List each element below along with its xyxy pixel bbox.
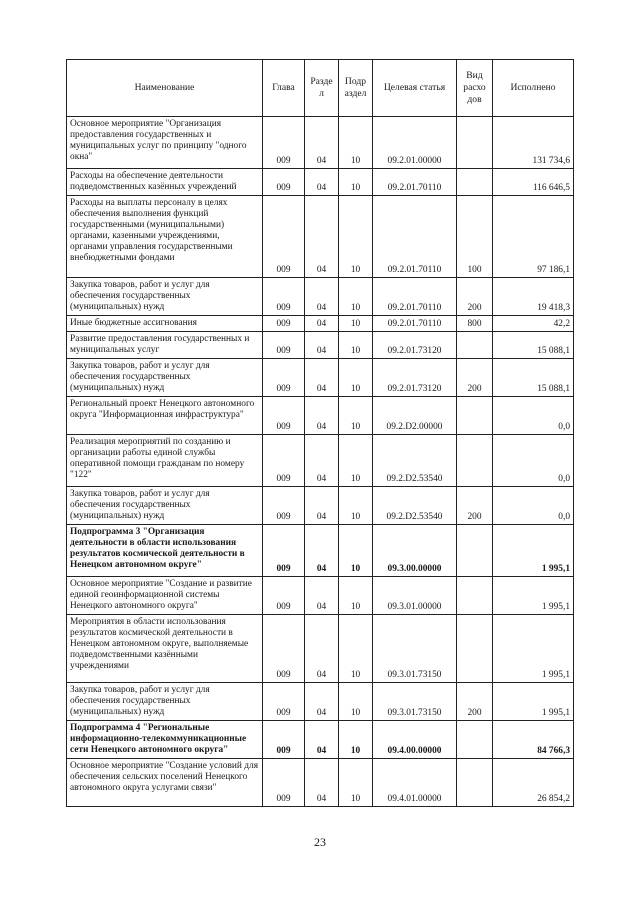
table-row <box>67 332 574 359</box>
table-row <box>67 615 574 683</box>
row-chapter: 009 <box>263 525 305 577</box>
row-amount: 1 995,1 <box>493 615 574 683</box>
row-name: Основное мероприятие "Создание условий для обеспечения сельских поселений Ненецкого автономного округа услугами связи" <box>67 759 263 807</box>
row-subsection: 10 <box>339 525 373 577</box>
row-target-article: 09.2.D2.53540 <box>373 435 457 487</box>
row-subsection: 10 <box>339 117 373 169</box>
row-amount: 15 088,1 <box>493 332 574 359</box>
row-amount: 116 646,5 <box>493 169 574 196</box>
row-chapter: 009 <box>263 683 305 721</box>
table-row <box>67 278 574 316</box>
row-expense-type <box>457 117 493 169</box>
row-name: Закупка товаров, работ и услуг для обеспечения государственных (муниципальных) нужд <box>67 278 263 316</box>
row-amount: 97 186,1 <box>493 196 574 278</box>
row-section: 04 <box>305 487 339 525</box>
row-name: Подпрограмма 4 "Региональные информационно-телекоммуникационные сети Ненецкого автономного округа" <box>67 721 263 759</box>
row-amount: 1 995,1 <box>493 577 574 615</box>
row-amount: 42,2 <box>493 316 574 332</box>
row-name: Расходы на выплаты персоналу в целях обеспечения выполнения функций государственными (муниципальными) органами, казенными учреждениями, органами управления государственными внебюджетными фондами <box>67 196 263 278</box>
row-chapter: 009 <box>263 117 305 169</box>
table-row <box>67 397 574 435</box>
table-row <box>67 577 574 615</box>
row-chapter: 009 <box>263 759 305 807</box>
row-chapter: 009 <box>263 721 305 759</box>
row-target-article: 09.2.01.70110 <box>373 196 457 278</box>
row-target-article: 09.3.00.00000 <box>373 525 457 577</box>
row-subsection: 10 <box>339 435 373 487</box>
row-name: Развитие предоставления государственных и муниципальных услуг <box>67 332 263 359</box>
header-subsection: Подр аздел <box>339 60 373 117</box>
row-amount: 19 418,3 <box>493 278 574 316</box>
row-amount: 1 995,1 <box>493 525 574 577</box>
row-section: 04 <box>305 721 339 759</box>
row-section: 04 <box>305 759 339 807</box>
row-name: Закупка товаров, работ и услуг для обеспечения государственных (муниципальных) нужд <box>67 359 263 397</box>
row-subsection: 10 <box>339 196 373 278</box>
row-amount: 15 088,1 <box>493 359 574 397</box>
row-chapter: 009 <box>263 332 305 359</box>
row-expense-type <box>457 759 493 807</box>
row-section: 04 <box>305 683 339 721</box>
row-subsection: 10 <box>339 721 373 759</box>
header-section: Разде л <box>305 60 339 117</box>
row-subsection: 10 <box>339 359 373 397</box>
row-chapter: 009 <box>263 435 305 487</box>
row-subsection: 10 <box>339 397 373 435</box>
row-section: 04 <box>305 525 339 577</box>
row-chapter: 009 <box>263 615 305 683</box>
header-executed: Исполнено <box>493 60 574 117</box>
row-name: Региональный проект Ненецкого автономного округа "Информационная инфраструктура" <box>67 397 263 435</box>
row-target-article: 09.2.D2.00000 <box>373 397 457 435</box>
row-section: 04 <box>305 397 339 435</box>
table-row <box>67 487 574 525</box>
header-target-article: Целевая статья <box>373 60 457 117</box>
row-chapter: 009 <box>263 359 305 397</box>
row-target-article: 09.2.01.00000 <box>373 117 457 169</box>
row-section: 04 <box>305 196 339 278</box>
row-target-article: 09.3.01.73150 <box>373 615 457 683</box>
row-subsection: 10 <box>339 278 373 316</box>
table-row <box>67 525 574 577</box>
row-name: Основное мероприятие "Организация предоставления государственных и муниципальных услуг по принципу "одного окна" <box>67 117 263 169</box>
header-chapter: Глава <box>263 60 305 117</box>
row-section: 04 <box>305 117 339 169</box>
row-target-article: 09.3.01.73150 <box>373 683 457 721</box>
table-header-row <box>67 60 574 117</box>
row-amount: 131 734,6 <box>493 117 574 169</box>
row-section: 04 <box>305 316 339 332</box>
row-name: Иные бюджетные ассигнования <box>67 316 263 332</box>
row-expense-type: 100 <box>457 196 493 278</box>
row-expense-type: 200 <box>457 683 493 721</box>
row-target-article: 09.2.D2.53540 <box>373 487 457 525</box>
row-target-article: 09.4.00.00000 <box>373 721 457 759</box>
row-amount: 0,0 <box>493 487 574 525</box>
row-subsection: 10 <box>339 759 373 807</box>
budget-table <box>66 59 574 807</box>
row-expense-type <box>457 615 493 683</box>
row-expense-type: 200 <box>457 359 493 397</box>
table-row <box>67 196 574 278</box>
row-chapter: 009 <box>263 169 305 196</box>
row-expense-type <box>457 721 493 759</box>
row-expense-type <box>457 169 493 196</box>
row-amount: 84 766,3 <box>493 721 574 759</box>
table-row <box>67 316 574 332</box>
row-name: Закупка товаров, работ и услуг для обеспечения государственных (муниципальных) нужд <box>67 487 263 525</box>
row-target-article: 09.4.01.00000 <box>373 759 457 807</box>
row-chapter: 009 <box>263 397 305 435</box>
row-subsection: 10 <box>339 332 373 359</box>
row-subsection: 10 <box>339 169 373 196</box>
row-chapter: 009 <box>263 196 305 278</box>
row-name: Расходы на обеспечение деятельности подведомственных казённых учреждений <box>67 169 263 196</box>
row-expense-type <box>457 435 493 487</box>
row-name: Закупка товаров, работ и услуг для обеспечения государственных (муниципальных) нужд <box>67 683 263 721</box>
table-row <box>67 683 574 721</box>
row-amount: 0,0 <box>493 397 574 435</box>
row-section: 04 <box>305 577 339 615</box>
row-expense-type: 200 <box>457 278 493 316</box>
table-row <box>67 435 574 487</box>
table-row <box>67 117 574 169</box>
row-target-article: 09.3.01.00000 <box>373 577 457 615</box>
row-amount: 0,0 <box>493 435 574 487</box>
row-section: 04 <box>305 359 339 397</box>
page-number: 23 <box>314 835 326 849</box>
row-subsection: 10 <box>339 577 373 615</box>
row-target-article: 09.2.01.70110 <box>373 169 457 196</box>
row-expense-type <box>457 332 493 359</box>
row-name: Реализация мероприятий по созданию и организации работы единой службы оперативной помощи гражданам по номеру "122" <box>67 435 263 487</box>
row-expense-type <box>457 525 493 577</box>
row-chapter: 009 <box>263 316 305 332</box>
row-target-article: 09.2.01.70110 <box>373 316 457 332</box>
row-section: 04 <box>305 278 339 316</box>
row-section: 04 <box>305 615 339 683</box>
row-section: 04 <box>305 332 339 359</box>
header-expense-type: Вид расхо дов <box>457 60 493 117</box>
table-row <box>67 169 574 196</box>
row-amount: 26 854,2 <box>493 759 574 807</box>
row-target-article: 09.2.01.73120 <box>373 359 457 397</box>
row-chapter: 009 <box>263 577 305 615</box>
table-row <box>67 359 574 397</box>
row-target-article: 09.2.01.73120 <box>373 332 457 359</box>
row-name: Подпрограмма 3 "Организация деятельности в области использования результатов космической деятельности в Ненецком автономном округе" <box>67 525 263 577</box>
row-subsection: 10 <box>339 683 373 721</box>
row-chapter: 009 <box>263 278 305 316</box>
header-name: Наименование <box>67 60 263 117</box>
table-row <box>67 721 574 759</box>
row-subsection: 10 <box>339 316 373 332</box>
row-subsection: 10 <box>339 615 373 683</box>
row-section: 04 <box>305 435 339 487</box>
row-subsection: 10 <box>339 487 373 525</box>
row-amount: 1 995,1 <box>493 683 574 721</box>
row-target-article: 09.2.01.70110 <box>373 278 457 316</box>
row-chapter: 009 <box>263 487 305 525</box>
row-expense-type <box>457 397 493 435</box>
row-expense-type: 800 <box>457 316 493 332</box>
table-body <box>67 117 574 807</box>
row-name: Мероприятия в области использования результатов космической деятельности в Ненецком автономном округе, выполняемые подведомственными казёнными учреждениями <box>67 615 263 683</box>
row-expense-type <box>457 577 493 615</box>
row-expense-type: 200 <box>457 487 493 525</box>
table-row <box>67 759 574 807</box>
row-name: Основное мероприятие "Создание и развитие единой геоинформационной системы Ненецкого автономного округа" <box>67 577 263 615</box>
row-section: 04 <box>305 169 339 196</box>
